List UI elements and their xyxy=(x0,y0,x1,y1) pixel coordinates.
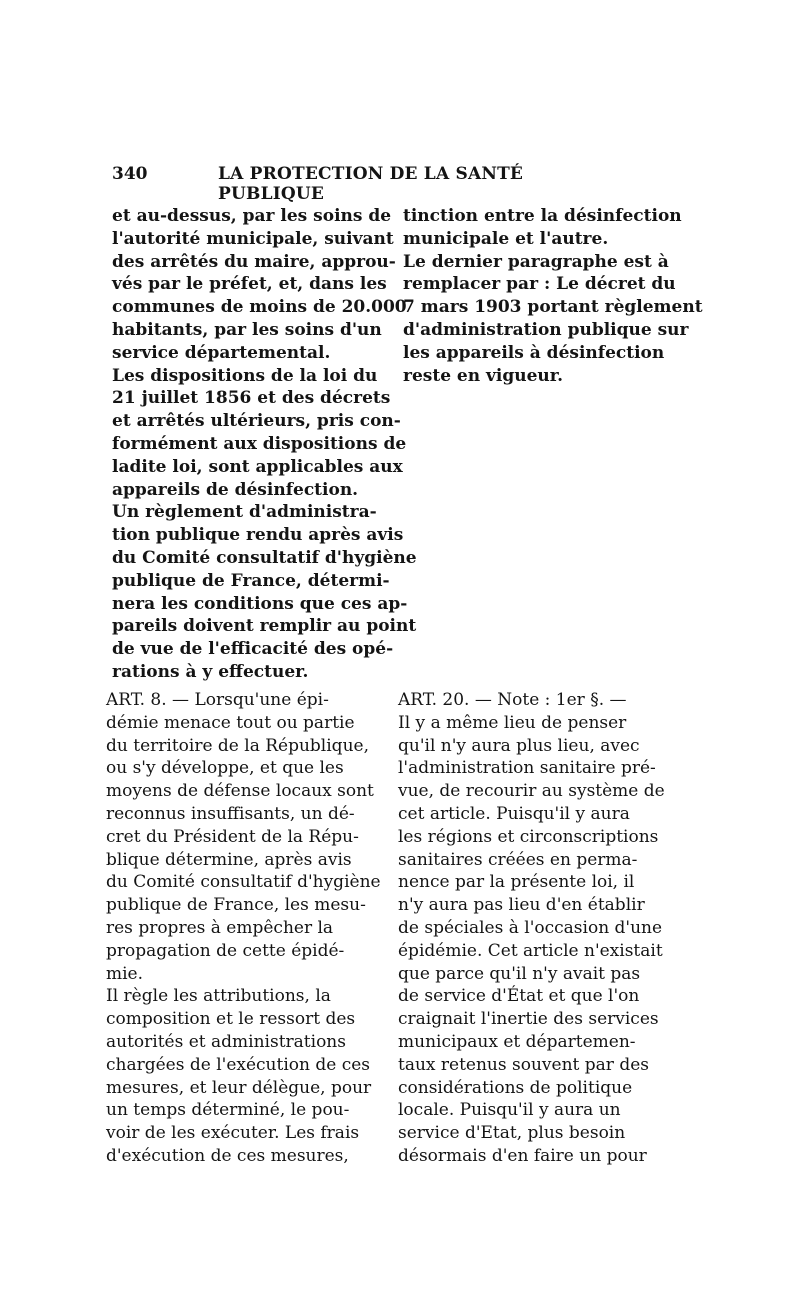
text-line: chargées de l'exécution de ces xyxy=(106,1054,371,1075)
text-line: n'y aura pas lieu d'en établir xyxy=(398,895,645,916)
text-line: de spéciales à l'occasion d'une xyxy=(398,917,663,938)
text-line: mie. xyxy=(106,963,144,984)
text-line: tion publique rendu après avis xyxy=(112,525,404,546)
running-title: LA PROTECTION DE LA SANTÉ PUBLIQUE xyxy=(218,164,524,204)
text-line: reconnus insuffisants, un dé- xyxy=(106,803,355,824)
text-line: et arrêtés ultérieurs, pris con- xyxy=(112,411,401,432)
text-line: formément aux dispositions de xyxy=(112,433,407,454)
text-line: ou s'y développe, et que les xyxy=(106,758,344,779)
text-line: voir de les exécuter. Les frais xyxy=(106,1123,360,1144)
text-line: rations à y effectuer. xyxy=(112,661,309,682)
text-line: reste en vigueur. xyxy=(403,365,564,386)
paragraph xyxy=(403,251,703,388)
text-line: craignait l'inertie des services xyxy=(398,1009,659,1030)
text-line: propagation de cette épidé- xyxy=(106,940,345,961)
text-line: taux retenus souvent par des xyxy=(398,1054,649,1075)
text-line: service d'Etat, plus besoin xyxy=(398,1123,626,1144)
text-line: qu'il n'y aura plus lieu, avec xyxy=(398,735,640,756)
text-line: sanitaires créées en perma- xyxy=(398,849,638,870)
paragraph xyxy=(106,985,372,1167)
paragraph xyxy=(112,501,417,683)
text-line: composition et le ressort des xyxy=(106,1009,356,1030)
text-line: les régions et circonscriptions xyxy=(398,826,659,847)
text-line: les appareils à désinfection xyxy=(403,342,665,363)
text-line: res propres à empêcher la xyxy=(106,917,334,938)
upper-left-column xyxy=(112,205,417,684)
text-line: que parce qu'il n'y avait pas xyxy=(398,963,641,984)
text-line: de service d'État et que l'on xyxy=(398,986,640,1007)
text-line: appareils de désinfection. xyxy=(112,479,359,500)
text-line: ladite loi, sont applicables aux xyxy=(112,456,403,477)
text-line: remplacer par : Le décret du xyxy=(403,274,676,295)
text-line: du Comité consultatif d'hygiène xyxy=(112,547,417,568)
paragraph xyxy=(112,365,407,502)
text-line: démie menace tout ou partie xyxy=(106,712,355,733)
text-line: désormais d'en faire un pour xyxy=(398,1145,647,1166)
text-line: vés par le préfet, et, dans les xyxy=(112,274,387,295)
text-line: pareils doivent remplir au point xyxy=(112,616,417,637)
text-line: ART. 20. — Note : 1er §. — xyxy=(398,690,627,710)
text-line: mesures, et leur délègue, pour xyxy=(106,1077,372,1098)
paragraph xyxy=(106,689,381,985)
text-line: l'autorité municipale, suivant xyxy=(112,228,394,249)
text-line: et au-dessus, par les soins de xyxy=(112,206,392,226)
text-line: épidémie. Cet article n'existait xyxy=(398,940,663,961)
lower-right-column xyxy=(398,689,666,1168)
lower-left-column xyxy=(106,689,381,1168)
text-line: municipaux et départemen- xyxy=(398,1031,636,1052)
text-line: locale. Puisqu'il y aura un xyxy=(398,1100,621,1121)
text-line: considérations de politique xyxy=(398,1077,633,1098)
text-line: Il y a même lieu de penser xyxy=(398,712,627,733)
text-line: d'exécution de ces mesures, xyxy=(106,1145,349,1166)
page-number: 340 xyxy=(112,164,148,184)
text-line: Il règle les attributions, la xyxy=(106,986,331,1007)
text-line: moyens de défense locaux sont xyxy=(106,781,374,802)
text-line: blique détermine, après avis xyxy=(106,849,352,870)
text-line: municipale et l'autre. xyxy=(403,228,609,249)
text-line: publique de France, détermi- xyxy=(112,570,390,591)
text-line: tinction entre la désinfection xyxy=(403,206,682,226)
text-line: autorités et administrations xyxy=(106,1031,346,1052)
text-line: vue, de recourir au système de xyxy=(398,781,665,802)
paragraph xyxy=(398,689,666,1168)
text-line: un temps déterminé, le pou- xyxy=(106,1100,350,1121)
text-line: l'administration sanitaire pré- xyxy=(398,758,656,779)
text-line: publique de France, les mesu- xyxy=(106,895,366,916)
text-line: Le dernier paragraphe est à xyxy=(403,251,669,272)
upper-right-column xyxy=(403,205,703,387)
text-line: 21 juillet 1856 et des décrets xyxy=(112,388,391,409)
text-line: du territoire de la République, xyxy=(106,735,369,756)
text-line: cret du Président de la Répu- xyxy=(106,826,359,847)
text-line: de vue de l'efficacité des opé- xyxy=(112,639,394,660)
text-line: Les dispositions de la loi du xyxy=(112,365,378,386)
paragraph xyxy=(112,205,407,365)
text-line: Un règlement d'administra- xyxy=(112,502,377,523)
text-line: communes de moins de 20.000 xyxy=(112,297,407,318)
text-line: des arrêtés du maire, approu- xyxy=(112,251,396,272)
text-line: nence par la présente loi, il xyxy=(398,872,635,893)
text-line: cet article. Puisqu'il y aura xyxy=(398,803,630,824)
text-line: ART. 8. — Lorsqu'une épi- xyxy=(106,690,329,710)
text-line: nera les conditions que ces ap- xyxy=(112,593,408,614)
text-line: d'administration publique sur xyxy=(403,319,689,340)
paragraph xyxy=(403,205,682,251)
text-line: service départemental. xyxy=(112,342,331,363)
page-header xyxy=(112,160,582,204)
text-line: 7 mars 1903 portant règlement xyxy=(403,297,703,318)
text-line: habitants, par les soins d'un xyxy=(112,319,382,340)
text-line: du Comité consultatif d'hygiène xyxy=(106,872,381,893)
